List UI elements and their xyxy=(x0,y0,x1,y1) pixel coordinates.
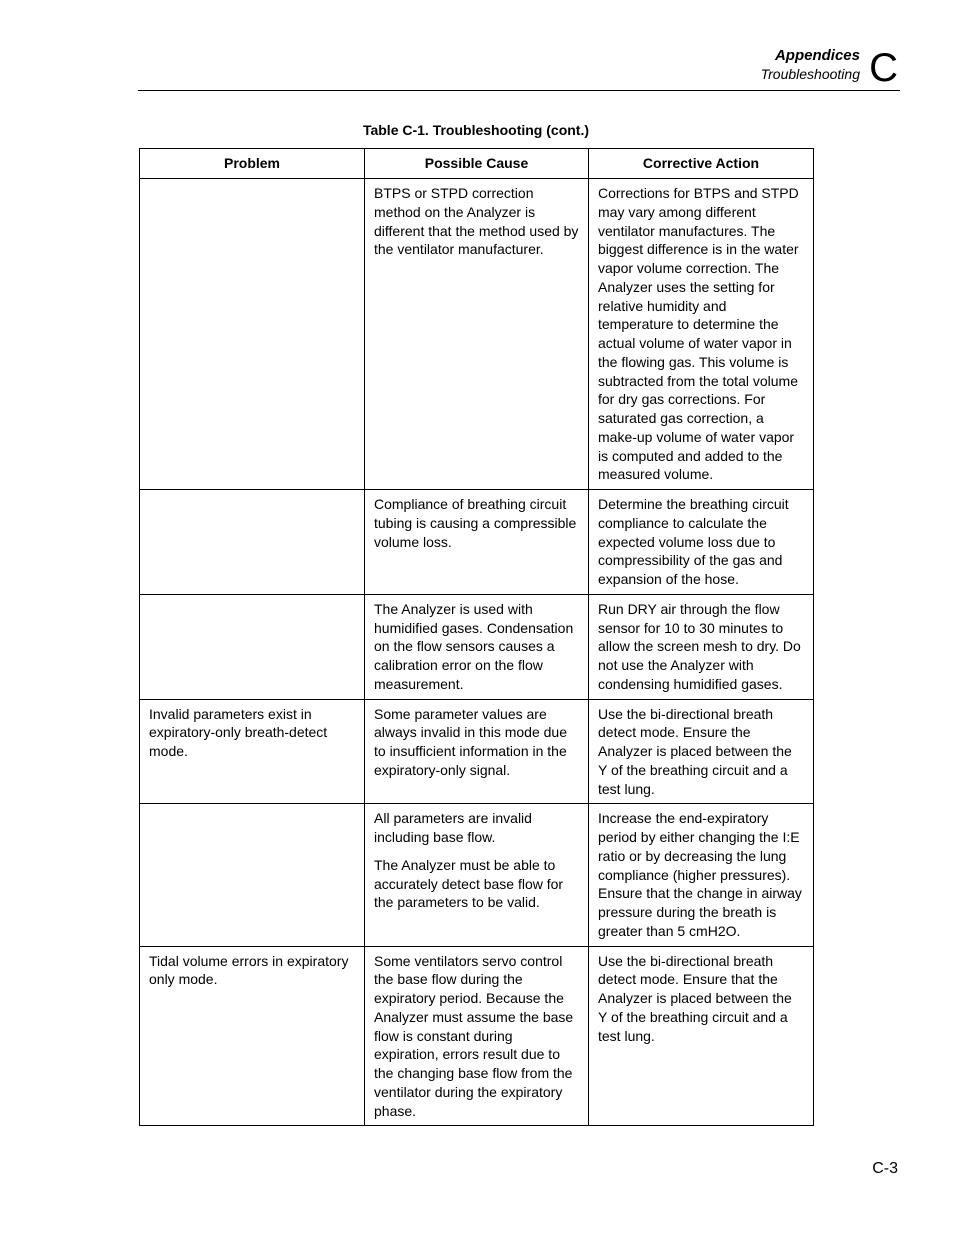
header-title: Appendices xyxy=(774,47,860,64)
table-row xyxy=(140,594,814,699)
action-text: Use the bi-directional breath detect mode. Ensure that the Analyzer is placed between the Y of the breathing circuit and a test lung. xyxy=(598,952,792,1044)
action-text: Run DRY air through the flow sensor for 10 to 30 minutes to allow the screen mesh to dry. Do not use the Analyzer with condensing humidified gases. xyxy=(598,600,801,692)
cause-text: Some ventilators servo control the base flow during the expiratory period. Because the Analyzer must assume the base flow is constant during expiration, errors result due to the changing base flow from the ventilator during the expiratory phase. xyxy=(374,952,574,1119)
action-text: Use the bi-directional breath detect mode. Ensure the Analyzer is placed between the Y of the breathing circuit and a test lung. xyxy=(598,705,792,797)
page-number: C-3 xyxy=(872,1160,898,1177)
problem-cell: Tidal volume errors in expiratory only mode. xyxy=(140,946,365,1126)
cause-text: All parameters are invalid including base flow. xyxy=(374,810,532,845)
appendix-letter: C xyxy=(869,46,898,90)
table-row xyxy=(140,946,814,1126)
table-header-row xyxy=(140,149,814,179)
column-header-problem: Problem xyxy=(140,149,365,179)
problem-cell xyxy=(140,490,365,595)
problem-cell xyxy=(140,179,365,490)
troubleshooting-table xyxy=(139,148,814,1126)
action-cell xyxy=(589,804,814,946)
problem-cell: Invalid parameters exist in expiratory-only breath-detect mode. xyxy=(140,699,365,804)
cause-cell xyxy=(365,594,589,699)
problem-cell xyxy=(140,804,365,946)
table-row xyxy=(140,490,814,595)
cause-cell xyxy=(365,946,589,1126)
cause-text: BTPS or STPD correction method on the Analyzer is different that the method used by the ventilator manufacturer. xyxy=(374,185,579,258)
column-header-action: Corrective Action xyxy=(589,149,814,179)
table-row xyxy=(140,179,814,490)
action-cell xyxy=(589,179,814,490)
table-title: Table C-1. Troubleshooting (cont.) xyxy=(362,122,590,138)
action-cell xyxy=(589,699,814,804)
table-row xyxy=(140,699,814,804)
action-cell xyxy=(589,946,814,1126)
action-cell xyxy=(589,490,814,595)
page-header xyxy=(138,44,900,91)
cause-text: The Analyzer is used with humidified gases. Condensation on the flow sensors causes a calibration error on the flow measurement. xyxy=(374,600,574,692)
cause-text: The Analyzer must be able to accurately detect base flow for the parameters to be valid. xyxy=(374,856,564,911)
action-text: Determine the breathing circuit compliance to calculate the expected volume loss due to compressibility of the gas and expansion of the hose. xyxy=(598,496,789,587)
column-header-cause: Possible Cause xyxy=(365,149,589,179)
cause-cell xyxy=(365,699,589,804)
cause-text: Some parameter values are always invalid in this mode due to insufficient information in the expiratory-only signal. xyxy=(374,705,567,778)
action-text: Increase the end-expiratory period by either changing the I:E ratio or by decreasing the lung compliance (higher pressures). Ensure that the change in airway pressure during the breath is greater than 5 cmH2O. xyxy=(598,810,802,939)
header-text xyxy=(761,47,860,83)
cause-cell xyxy=(365,179,589,490)
problem-cell xyxy=(140,594,365,699)
action-cell xyxy=(589,594,814,699)
cause-cell xyxy=(365,490,589,595)
header-subtitle: Troubleshooting xyxy=(760,66,860,82)
cause-text: Compliance of breathing circuit tubing is causing a compressible volume loss. xyxy=(374,496,577,550)
cause-cell xyxy=(365,804,589,946)
action-text: Corrections for BTPS and STPD may vary among different ventilator manufactures. The biggest difference is in the water vapor volume correction. The Analyzer uses the setting for relative humidity and temperature to determine the actual volume of water vapor in the flowing gas. This volume is subtracted from the total volume for dry gas corrections. For saturated gas correction, a make-up volume of water vapor is computed and added to the measured volume. xyxy=(598,185,799,483)
table-row xyxy=(140,804,814,946)
